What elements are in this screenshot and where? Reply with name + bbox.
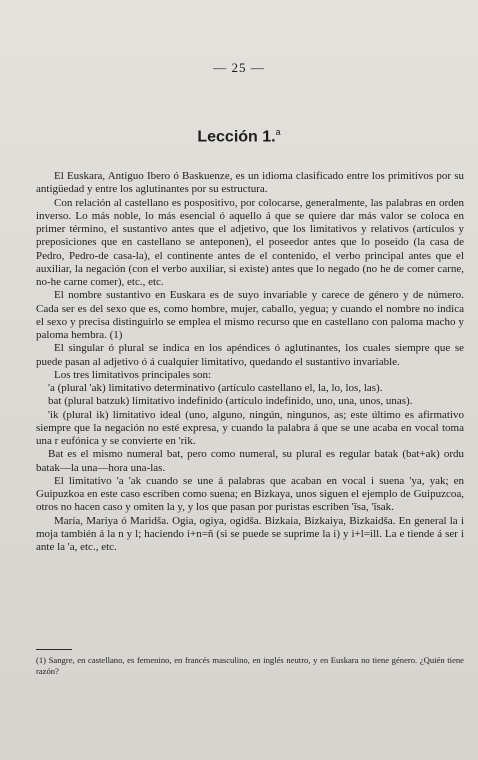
lesson-body — [36, 170, 464, 554]
paragraph-intro: El Euskara, Antiguo Ibero ó Baskuenze, es un idioma clasificado entre los primitivos por su antigüedad y entre los aglutinantes por su estructura. — [36, 170, 464, 196]
paragraph-limitative-ik: 'ik (plural ik) limitativo ideal (uno, alguno, ningún, ningunos, as; este último es afirmativo siempre que la negación no esté expresa, y cuando la palabra á que se une acaba en vocal toma una r eufónica y se convierte en 'rik. — [36, 408, 464, 447]
footnote: (1) Sangre, en castellano, es femenino, en francés masculino, en inglés neutro, y en Euskara no tiene género. ¿Quién tiene razón? — [36, 655, 464, 676]
paragraph-limitative-bat: bat (plural batzuk) limitativo indefinido (artículo indefinido, uno, una, unos, unas). — [48, 395, 413, 408]
paragraph-noun: El nombre sustantivo en Euskara es de suyo invariable y carece de género y de número. Cada ser es del sexo que es, como hombre, mujer, caballo, yegua; y cuando el nombre no indica el sexo y precisa distinguirlo se emplea el mismo recurso que en castellano con paloma macho y paloma hembra. (1) — [36, 289, 464, 341]
page-number: — 25 — — [213, 60, 265, 75]
paragraph-bat-numeral: Bat es el mismo numeral bat, pero como numeral, su plural es regular batak (bat+ak) ordu batak—la una—hora una-las. — [36, 448, 464, 474]
paragraph-examples: María, Mariya ó Maridša. Ogia, ogiya, ogidša. Bizkaia, Bizkaiya, Bizkaidša. En general la i moja también á la n y l; haciendo i+n=ñ (si se puede se suprime la i) y i+l=ill. La e tiende á ser i ante la 'a, etc., etc. — [36, 514, 464, 553]
paragraph-word-order: Con relación al castellano es pospositivo, por colocarse, generalmente, las palabras en orden inverso. Lo más noble, lo más esencial ó aquello á que se quiere dar más valor se coloca en primer término, el sustantivo antes que el adjetivo, que los limitativos y relativos (artículos y preposiciones que en castellano se anteponen), el poseedor antes que lo poseído (la casa de Pedro, Pedro-de casa-la), el continente antes de el contenido, el verbo principal antes que el auxiliar, la negación (con el verbo auxiliar, si existe) antes que lo negado (no he de comer carne, no-he carne comer), etc., etc. — [36, 196, 464, 288]
lesson-title-text: Lección 1. — [197, 128, 276, 146]
paragraph-limitative-ya: El limitativo 'a 'ak cuando se une á palabras que acaban en vocal i suena 'ya, yak; en Guipuzkoa en este caso escriben como suena; en Bizkaya, unos siguen el ejemplo de Guipuzcoa, otros no hacen caso y omiten la y, y los que pasan por puristas escriben 'ĭsa, 'ĭsak. — [36, 474, 464, 514]
paragraph-limitative-a: 'a (plural 'ak) limitativo determinativo (artículo castellano el, la, lo, los, las). — [48, 382, 383, 394]
lesson-title — [0, 127, 478, 146]
paragraph-plural: El singular ó plural se indica en los apéndices ó aglutinantes, los cuales siempre que se puede pasan al adjetivo ó á cualquier limitativo, quedando el sustantivo invariable. — [36, 342, 464, 368]
footnote-divider — [36, 649, 72, 650]
paragraph-limitatives-intro: Los tres limitativos principales son: — [54, 368, 212, 381]
lesson-title-superscript: a — [275, 127, 281, 137]
